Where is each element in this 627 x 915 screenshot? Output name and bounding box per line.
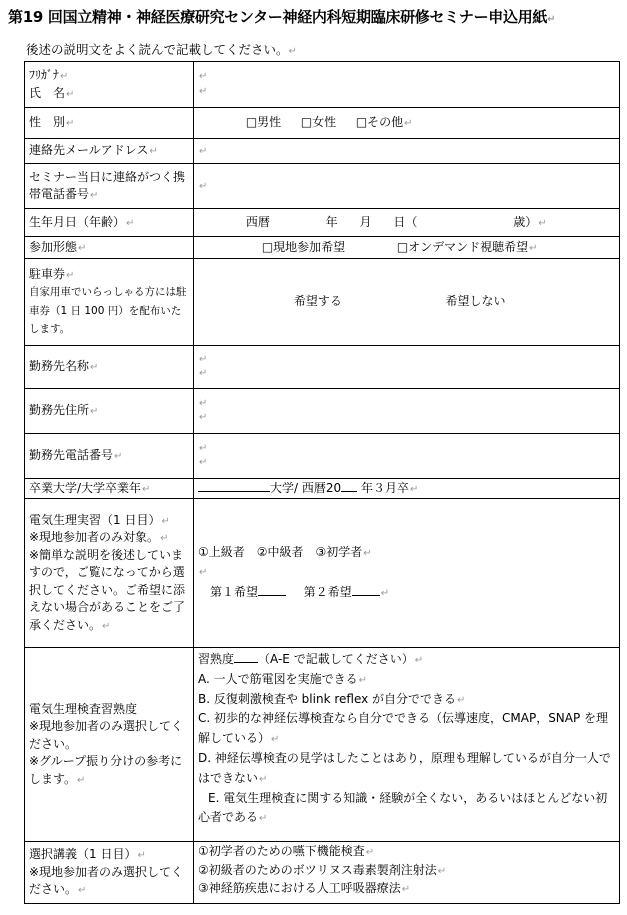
proficiency-note-2: ※グループ振り分けの参考にします。↵ [29, 754, 183, 786]
parking-yes-option[interactable]: 希望する [293, 294, 342, 309]
graduation-input-cell[interactable]: 大学/ 西暦20 年３月卒↵ [194, 479, 620, 499]
proficiency-option-b: B. 反復刺激検査や blink reflex が自分でできる↵ [198, 691, 466, 706]
practicum-note-1: ※現地参加者のみ対象。↵ [29, 530, 169, 545]
gender-other-checkbox[interactable]: □その他 [355, 115, 404, 130]
parking-label: 駐車券 [29, 266, 66, 281]
work-address-label: 勤務先住所 [29, 403, 90, 418]
row-email [25, 139, 620, 164]
participation-ondemand-checkbox[interactable]: □オンデマンド視聴希望 [396, 239, 529, 254]
work-phone-input-cell[interactable]: ↵ ↵ [194, 434, 620, 479]
row-work-phone [25, 434, 620, 479]
furigana-label: ﾌﾘｶﾞﾅ [29, 68, 60, 82]
email-label: 連絡先メールアドレス [29, 143, 149, 158]
proficiency-header: 習熟度 （A-E で記載してください）↵ [198, 652, 424, 666]
row-gender [25, 108, 620, 139]
proficiency-label: 電気生理検査習熟度 [29, 701, 138, 716]
lecture-option-3[interactable]: ③神経筋疾患における人工呼吸器療法↵ [198, 881, 411, 896]
birth-age-unit: 歳） [513, 214, 538, 229]
application-form-table [24, 61, 620, 904]
parking-label-cell: 駐車券↵ 自家用車でいらっしゃる方には駐車券（1 日 100 円）を配布いたします。 [25, 259, 194, 346]
birth-label-cell: 生年月日（年齢）↵ [25, 209, 194, 237]
work-name-input-cell[interactable]: ↵ ↵ [194, 346, 620, 389]
row-work-name [25, 346, 620, 389]
birth-year-unit: 年 [325, 214, 338, 229]
row-participation [25, 237, 620, 259]
email-label-cell: 連絡先メールアドレス↵ [25, 139, 194, 164]
row-graduation [25, 479, 620, 499]
gender-label-cell: 性 別↵ [25, 108, 194, 139]
practicum-second-choice: 第２希望 [303, 585, 352, 600]
participation-label: 参加形態 [29, 239, 78, 254]
instruction-text: 後述の説明文をよく読んで記載してください。↵ [26, 42, 297, 57]
row-name [25, 62, 620, 108]
practicum-choice-cell: ①上級者 ②中級者 ③初学者↵ ↵ 第１希望 第２希望 ↵ [194, 499, 620, 648]
phone-input-cell[interactable]: ↵ [194, 164, 620, 209]
lecture-note: ※現地参加者のみ選択してください。↵ [29, 864, 184, 897]
graduation-label: 卒業大学/大学卒業年 [29, 480, 142, 495]
proficiency-cell [194, 648, 620, 842]
lecture-option-2[interactable]: ②初級者のためのボツリヌス毒素製剤注射法↵ [198, 862, 447, 877]
phone-label: セミナー当日に連絡がつく携帯電話番号 [29, 169, 186, 201]
parking-no-option[interactable]: 希望しない [445, 294, 506, 309]
row-parking [25, 259, 620, 346]
gender-female-checkbox[interactable]: □女性 [300, 115, 337, 130]
parking-options-cell [194, 259, 620, 346]
birth-label: 生年月日（年齢） [29, 214, 126, 229]
row-proficiency [25, 648, 620, 842]
lecture-options-cell [194, 842, 620, 904]
page-title: 第19 回国立精神・神経医療研究センター神経内科短期臨床研修セミナー申込用紙↵ [8, 8, 556, 26]
gender-male-checkbox[interactable]: □男性 [245, 115, 282, 130]
proficiency-option-c: C. 初歩的な神経伝導検査なら自分でできる（伝導速度，CMAP，SNAP を理解している）↵ [198, 711, 609, 746]
row-work-address [25, 389, 620, 434]
proficiency-option-e: E. 電気生理検査に関する知識・経験が全くない，あるいはほとんどない初心者である↵ [198, 790, 608, 825]
birth-seireki: 西暦 [245, 214, 270, 229]
proficiency-option-d: D. 神経伝導検査の見学はしたことはあり，原理も理解しているが自分一人ではできない↵ [198, 750, 611, 785]
lecture-label-cell: 選択講義（1 日目）↵ ※現地参加者のみ選択してください。↵ [25, 842, 194, 904]
name-label-cell: ﾌﾘｶﾞﾅ↵ 氏 名↵ [25, 62, 194, 108]
graduation-label-cell: 卒業大学/大学卒業年↵ [25, 479, 194, 499]
work-phone-label: 勤務先電話番号 [29, 448, 114, 463]
row-birth [25, 209, 620, 237]
gender-label: 性 別 [29, 115, 66, 130]
proficiency-option-a: A. 一人で筋電図を実施できる↵ [198, 671, 368, 686]
gender-options-cell: □男性 □女性 □その他↵ [194, 108, 620, 139]
parking-note: 自家用車でいらっしゃる方には駐車券（1 日 100 円）を配布いたします。 [29, 286, 187, 335]
lecture-option-1[interactable]: ①初学者のための嚥下機能検査↵ [198, 844, 375, 858]
work-name-label-cell: 勤務先名称↵ [25, 346, 194, 389]
work-address-input-cell[interactable]: ↵ ↵ [194, 389, 620, 434]
birth-input-cell[interactable]: 西暦 年 月 日（ 歳）↵ [194, 209, 620, 237]
row-lecture [25, 842, 620, 904]
practicum-label-cell: 電気生理実習（1 日目）↵ ※現地参加者のみ対象。↵ ※簡単な説明を後述していますので，ご覧になってから選択してください。ご希望に添えない場合があることをご了承ください。↵ [25, 499, 194, 648]
row-phone [25, 164, 620, 209]
work-name-label: 勤務先名称 [29, 359, 90, 374]
lecture-label: 選択講義（1 日目） [29, 847, 137, 862]
birth-day-unit: 日（ [393, 214, 418, 229]
email-input-cell[interactable]: ↵ [194, 139, 620, 164]
name-label: 氏 名 [29, 85, 66, 100]
phone-label-cell: セミナー当日に連絡がつく携帯電話番号↵ [25, 164, 194, 209]
row-practicum [25, 499, 620, 648]
birth-month-unit: 月 [359, 214, 372, 229]
participation-onsite-checkbox[interactable]: □現地参加希望 [261, 239, 346, 254]
practicum-note-2: ※簡単な説明を後述していますので，ご覧になってから選択してください。ご希望に添えない場合があることをご了承ください。↵ [29, 547, 186, 632]
participation-options-cell: □現地参加希望 □オンデマンド視聴希望↵ [194, 237, 620, 259]
practicum-first-choice: 第１希望 [210, 585, 259, 600]
participation-label-cell: 参加形態↵ [25, 237, 194, 259]
work-address-label-cell: 勤務先住所↵ [25, 389, 194, 434]
name-input-cell[interactable]: ↵ ↵ [194, 62, 620, 108]
proficiency-note-1: ※現地参加者のみ選択してください。 [29, 719, 184, 751]
work-phone-label-cell: 勤務先電話番号↵ [25, 434, 194, 479]
practicum-levels: ①上級者 ②中級者 ③初学者↵ [198, 545, 372, 560]
practicum-label: 電気生理実習（1 日目） [29, 512, 161, 527]
proficiency-label-cell [25, 648, 194, 842]
